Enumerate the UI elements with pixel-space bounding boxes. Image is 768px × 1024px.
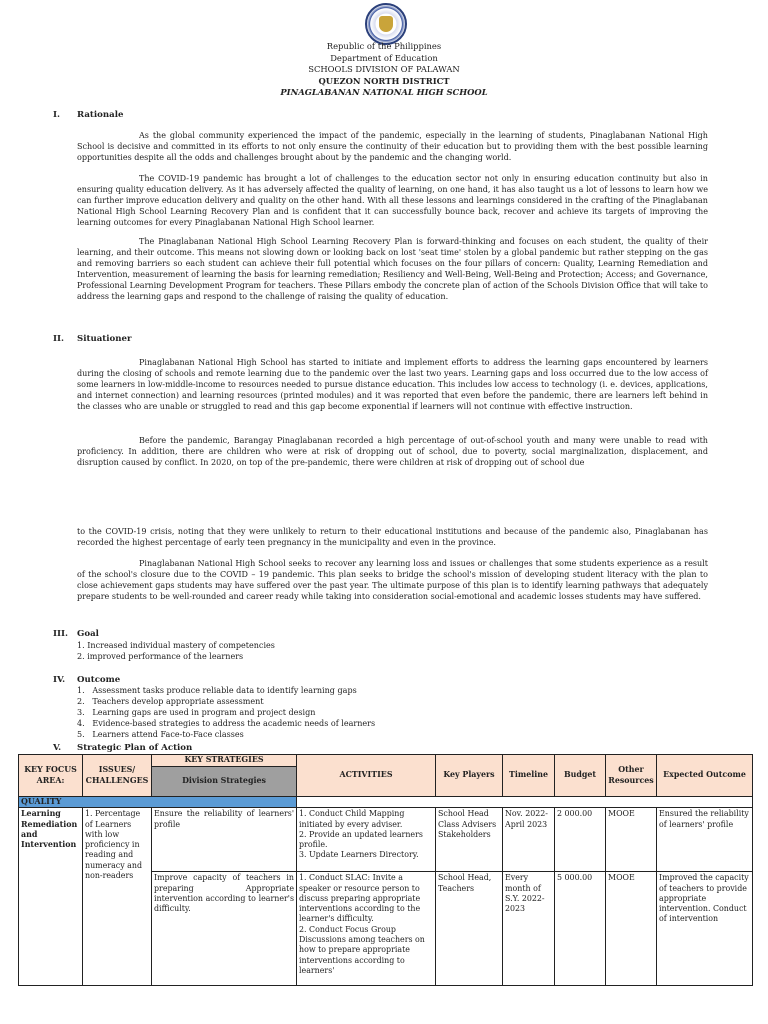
- activities-cell: 1. Conduct Child Mapping initiated by every adviser. 2. Provide an updated learners profile. 3. Update Learners Directory.: [297, 808, 436, 872]
- expected-outcome-cell: Improved the capacity of teachers to provide appropriate intervention. Conduct of intervention: [657, 872, 753, 986]
- other-resources-cell: MOOE: [606, 872, 657, 986]
- header-division: SCHOOLS DIVISION OF PALAWAN: [308, 64, 460, 75]
- situationer-paragraph-2-continued: to the COVID-19 crisis, noting that they were unlikely to return to their educational institutions and because of the pandemic also, Pinaglabanan has recorded the highest percentage of early teen pregnancy in the municipality and even in the province.: [77, 527, 708, 547]
- section-number: III.: [53, 629, 69, 639]
- focus-area-cell: Learning Remediation and Intervention: [19, 808, 83, 986]
- rationale-paragraph-1: As the global community experienced the impact of the pandemic, especially in the learning of students, Pinaglabanan National High School is decisive and committed in its efforts to not only ensure the continuity of their education but to providing them with the best possible learning opportunities despite all the odds and challenges brought about by the pandemic and the changing world.: [77, 131, 708, 162]
- rationale-paragraph-3: The Pinaglabanan National High School Learning Recovery Plan is forward-thinking and focuses on each student, the quality of their learning, and their outcome. This means not slowing down or looking back on lost 'seat time' stolen by a global pandemic but rather stepping on the gas and removing barriers so each student can achieve their full potential which focuses on the four pillars of concern: Quality, Learning Remediation and Intervention, measurement of learning the basis for learning remediation; Resiliency and Well-Being, Well-Being and Protection; Access; and Governance, Professional Learning Development Program for teachers. These Pillars embody the concrete plan of action of the Schools Division Office that will take to address the learning gaps and respond to the challenge of raising the quality of education.: [77, 237, 708, 301]
- header-key-focus-area: KEY FOCUS AREA:: [19, 755, 83, 797]
- situationer-paragraph-3: Pinaglabanan National High School seeks to recover any learning loss and issues or challenges that some students experience as a result of the school's closure due to the COVID – 19 pandemic. This plan seeks to bridge the school's mission of developing student literacy with the plan to close achievement gaps students may have suffered over the past year. The ultimate purpose of this plan is to identify learning pathways that adequately prepare students to be well-rounded and career ready while taking into consideration social-emotional and academic losses students may have suffered.: [77, 559, 708, 601]
- header-division-strategies: Division Strategies: [152, 767, 297, 797]
- header-department: Department of Education: [330, 52, 438, 63]
- section-title-outcome: Outcome: [77, 675, 121, 685]
- section-number: IV.: [53, 675, 66, 685]
- header-budget: Budget: [555, 755, 606, 797]
- header-timeline: Timeline: [503, 755, 555, 797]
- list-item: 2. Teachers develop appropriate assessment: [77, 696, 264, 706]
- section-number: II.: [53, 334, 65, 344]
- header-district: QUEZON NORTH DISTRICT: [318, 75, 450, 86]
- section-title-rationale: Rationale: [77, 110, 124, 120]
- band-spacer: [297, 797, 753, 808]
- header-key-players: Key Players: [436, 755, 503, 797]
- section-title-situationer: Situationer: [77, 334, 132, 344]
- header-activities: ACTIVITIES: [297, 755, 436, 797]
- players-cell: School Head Class Advisers Stakeholders: [436, 808, 503, 872]
- section-number: I.: [53, 110, 61, 120]
- budget-cell: 5 000.00: [555, 872, 606, 986]
- letterhead: [0, 41, 768, 99]
- timeline-cell: Nov. 2022- April 2023: [503, 808, 555, 872]
- outcome-list: [77, 686, 375, 741]
- list-item: 5. Learners attend Face-to-Face classes: [77, 729, 244, 739]
- list-item: 1. Assessment tasks produce reliable data to identify learning gaps: [77, 686, 357, 695]
- list-item: 3. Learning gaps are used in program and project design: [77, 707, 316, 717]
- strategy-cell: Ensure the reliability of learners' profile: [152, 808, 297, 872]
- header-issues-challenges: ISSUES/ CHALLENGES: [83, 755, 152, 797]
- goal-list: [77, 641, 275, 663]
- strategic-plan-table: [18, 754, 753, 986]
- header-republic: Republic of the Philippines: [326, 41, 442, 51]
- table-row: [19, 808, 753, 872]
- budget-cell: 2 000.00: [555, 808, 606, 872]
- list-item: 1. Increased individual mastery of competencies: [77, 641, 275, 650]
- situationer-paragraph-2: Before the pandemic, Barangay Pinaglabanan recorded a high percentage of out-of-school youth and many were unable to read with proficiency. In addition, there are children who were at risk of dropping out of school, due to poverty, social marginalization, displacement, and disruption caused by conflict. In 2020, on top of the pre-pandemic, there were children at risk of dropping out of school due: [77, 436, 708, 467]
- header-key-strategies: KEY STRATEGIES: [152, 755, 297, 767]
- issue-cell: 1. Percentage of Learners with low proficiency in reading and numeracy and non-readers: [83, 808, 152, 986]
- strategy-cell: Improve capacity of teachers in preparing Appropriate intervention according to learner's difficulty.: [152, 872, 297, 986]
- header-school: PINAGLABANAN NATIONAL HIGH SCHOOL: [280, 87, 488, 98]
- header-expected-outcome: Expected Outcome: [657, 755, 753, 797]
- section-number: V.: [53, 743, 62, 753]
- list-item: 4. Evidence-based strategies to address the academic needs of learners: [77, 718, 376, 728]
- header-other-resources: Other Resources: [606, 755, 657, 797]
- other-resources-cell: MOOE: [606, 808, 657, 872]
- deped-seal-logo: [365, 3, 407, 45]
- expected-outcome-cell: Ensured the reliability of learners' profile: [657, 808, 753, 872]
- activities-cell: 1. Conduct SLAC: Invite a speaker or resource person to discuss preparing appropriate interventions according to the learner's difficulty. 2. Conduct Focus Group Discussions among teachers on how to prepare appropriate interventions according to learners': [297, 872, 436, 986]
- list-item: 2. improved performance of the learners: [77, 651, 244, 661]
- rationale-paragraph-2: The COVID-19 pandemic has brought a lot of challenges to the education sector not only in ensuring education continuity but also in ensuring quality education delivery. As it has adversely affected the quality of learning, on one hand, it has also taught us a lot of lessons to learn how we can further improve education delivery and quality on the other hand. With all these lessons and learnings considered in the crafting of the Pinaglabanan National High School Learning Recovery Plan and is confident that it can successfully bounce back, recover and achieve its targets of improving the learning outcomes for every Pinaglabanan National High School learner.: [77, 174, 708, 227]
- timeline-cell: Every month of S.Y. 2022-2023: [503, 872, 555, 986]
- band-quality: QUALITY: [19, 797, 297, 808]
- section-title-strategic-plan: Strategic Plan of Action: [77, 743, 193, 753]
- section-title-goal: Goal: [77, 629, 99, 639]
- situationer-paragraph-1: Pinaglabanan National High School has started to initiate and implement efforts to address the learning gaps encountered by learners during the closing of schools and remote learning due to the pandemic over the last two years. Learning gaps and loss occurred due to the low access of some learners in low-middle-income to resources needed to pursue distance education. This includes low access to technology (i. e. devices, applications, and internet connection) and learning resources (printed modules) and it was reported that even before the pandemic, there are learners left behind in the classes who are unable or struggled to read and this gap become exponential if learners will not continue with effective instruction.: [77, 358, 708, 411]
- players-cell: School Head, Teachers: [436, 872, 503, 986]
